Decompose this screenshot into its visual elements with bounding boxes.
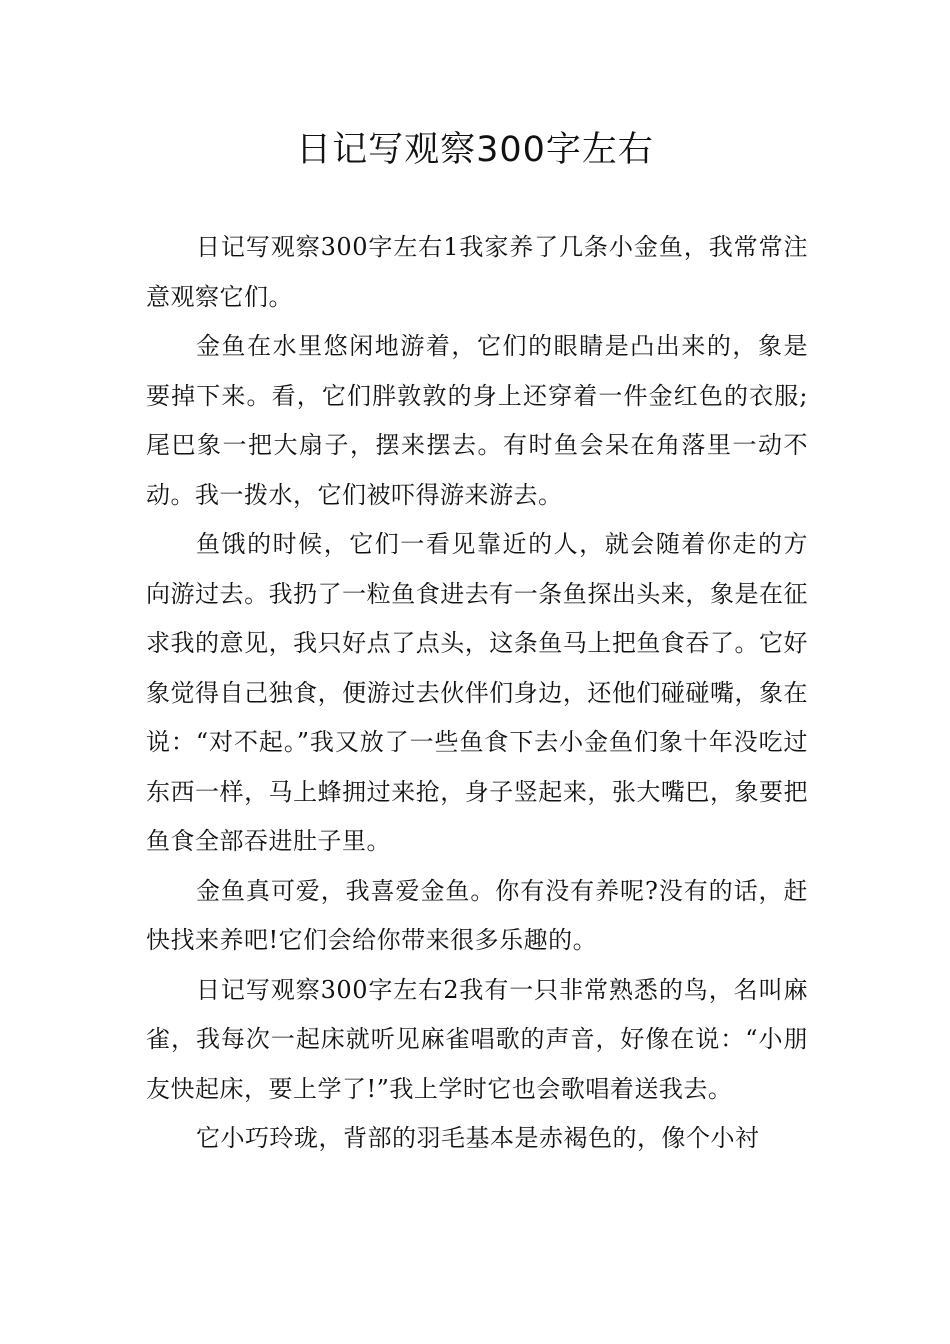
paragraph: 它小巧玲珑，背部的羽毛基本是赤褐色的，像个小衬 — [196, 1124, 760, 1152]
paragraph: 日记写观察300字左右2我有一只非常熟悉的鸟，名叫麻雀，我每次一起床就听见麻雀唱歌的声音，好像在说：“小朋友快起床，要上学了!”我上学时它也会歌唱着送我去。 — [146, 975, 808, 1103]
document-title: 日记写观察300字左右 — [296, 130, 654, 170]
paragraph: 金鱼真可爱，我喜爱金鱼。你有没有养呢?没有的话，赶快找来养吧!它们会给你带来很多乐趣的。 — [146, 876, 808, 954]
paragraph: 金鱼在水里悠闲地游着，它们的眼睛是凸出来的，象是要掉下来。看，它们胖敦敦的身上还穿着一件金红色的衣服;尾巴象一把大扇子，摆来摆去。有时鱼会呆在角落里一动不动。我一拨水，它们被吓得游来游去。 — [146, 332, 808, 509]
document-body — [146, 223, 808, 1164]
paragraph: 日记写观察300字左右1我家养了几条小金鱼，我常常注意观察它们。 — [146, 233, 808, 311]
paragraph: 鱼饿的时候，它们一看见靠近的人，就会随着你走的方向游过去。我扔了一粒鱼食进去有一条鱼探出头来，象是在征求我的意见，我只好点了点头，这条鱼马上把鱼食吞了。它好象觉得自己独食，便游过去伙伴们身边，还他们碰碰嘴，象在说：“对不起。”我又放了一些鱼食下去小金鱼们象十年没吃过东西一样，马上蜂拥过来抢，身子竖起来，张大嘴巴，象要把鱼食全部吞进肚子里。 — [146, 530, 808, 855]
